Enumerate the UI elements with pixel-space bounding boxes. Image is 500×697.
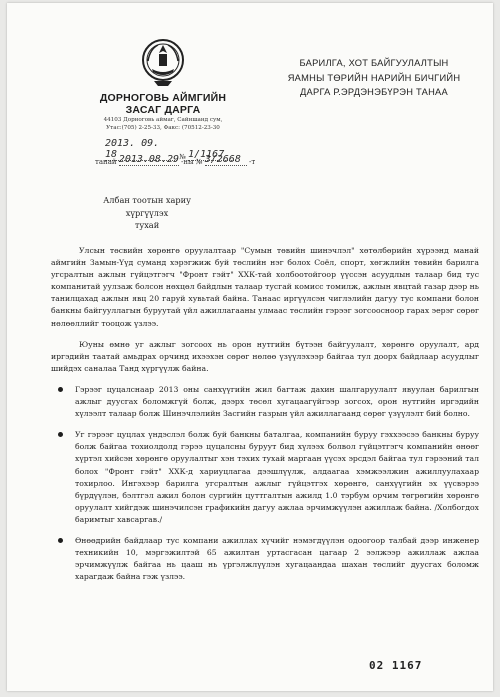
to-prefix: танай <box>95 158 117 166</box>
bullet-icon <box>58 432 63 437</box>
incoming-number: 3/2668 <box>204 154 241 165</box>
address-line2: Утас:(705) 2-25-33, Факс: (70512-23-30 <box>106 124 220 131</box>
organization-address <box>93 117 233 132</box>
proposal-text-2: Уг гэрээг цуцлах үндэслэл болж буй банкны баталгаа, компанийн буруу гэххээсээ банкны буруу болж байгаа тохиолдолд гэрээ цуцалсны буруут бид хүлээх болвол гүйцэтгэгч компанийн өнөөг хүртэл хийсэн хөрөнгө оруулалтыг хэн тэхих тухай маргаан үүсэх эрсдэл байгаа тул гэрээний тал болох "Фронт гэйт" ХХК-д хариуцлагаа дээшлүүлж, алдаагаа хэмжээлжин ажиллуулахаар тохирлоо. Ингэхээр барилга угсралтын ажлыг гүйцэтгэх хөрөнгө, санхүүгийн эх үүсвэрээ бүрдүүлэн, бэлтгэл ажил болон сургийн цуттгалтын ажилд 1.0 тэрбум орчим төгрөгийн хөрөнгө оруулалт хийгдэж шинэчилсэн графикийн дагуу ажлаа эрчимжүүлэн ажиллаж байна. /Холбогдох баримтыг хавсаргав./ <box>75 430 479 524</box>
proposal-text-3: Өнөөдрийн байдлаар тус компани ажиллах хүчийг нэмэгдүүлэн одоогоор талбай дээр инженер техникийн 10, мэргэжилтэй 65 ажилтан уртасгасан цагаар 2 ээлжээр ажиллаж ажлаа эрчимжүүлж байгаа нь цааш нь үргэлжлүүлэн хугацаандаа шахан төслийг дуусгах боломж харагдаж байна гэж үзлээ. <box>75 535 479 582</box>
outgoing-date: 2013. 09. 18 <box>105 138 160 160</box>
org-name-line1: ДОРНОГОВЬ АЙМГИЙН <box>99 92 227 104</box>
addressee-line1: БАРИЛГА, ХОТ БАЙГУУЛАЛТЫН <box>299 58 449 68</box>
letter-page <box>7 3 493 691</box>
incoming-number-label: -ны № <box>181 158 203 166</box>
subject-line2: тухай <box>134 220 160 230</box>
to-suffix: -т <box>248 158 256 166</box>
addressee-line3: ДАРГА Р.ЭРДЭНЭБҮРЭН ТАНАА <box>300 87 448 97</box>
bullet-icon <box>58 538 63 543</box>
body-paragraph-1: Улсын төсвийн хөрөнгө оруулалтаар "Сумын төвийн шинэчлэл" хөтөлбөрийн хүрээнд манай аймгийн Замын-Үүд суманд хэрэгжиж буй төслийн нэг болох Соёл, спорт, хөгжлийн төвийн барилга угсралтын ажлын гүйцэтгэгч "Фронт гэйт" ХХК-тай холбоотойгоор үүссэн асуудлын талаар бид тус компанитай уулзаж болсон нөхцөл байдлын талаар тусгай комисс томилж, ажлын явцтай газар дээр нь танилцахад ажлын явц 20 гаруй хувьтай байна. Танаас иргүүлсэн чиглэлийн дагуу тус компани болон банкны байгууллагын буруутай үйл ажиллагааны улмаас төслийн гэрээг зогсоосноор гарах эерэг сөрөг нөлөөллийг тооцож үзлээ. <box>51 246 479 328</box>
proposal-list <box>51 384 479 583</box>
outgoing-number: 1/1167 <box>188 149 225 160</box>
incoming-reference <box>95 154 255 168</box>
addressee-block <box>269 56 479 100</box>
number-label: № <box>179 153 186 161</box>
document-stamp-number: 02 1167 <box>369 659 423 672</box>
organization-name <box>95 92 231 116</box>
address-line1: 44103 Дорноговь аймаг, Сайншанд сум, <box>103 117 223 123</box>
addressee-line2: ЯАМНЫ ТӨРИЙН НАРИЙН БИЧГИЙН <box>287 72 461 83</box>
state-emblem-icon <box>140 35 186 89</box>
letter-body <box>51 245 479 592</box>
incoming-date: 2013.08.29 <box>118 154 180 165</box>
proposal-item-2 <box>51 429 479 526</box>
letter-subject <box>91 194 203 232</box>
org-name-line2: ЗАСАГ ДАРГА <box>125 104 201 116</box>
proposal-item-3 <box>51 535 479 583</box>
proposal-text-1: Гэрээг цуцалснаар 2013 оны санхүүгийн жил багтаж дахин шалгаруулалт явуулан барилгын ажлыг дуусгах боломжгүй болж, дээрх төсөл хугацаагүйгээр зогсох, орон нутгийн иргэдийн хүлээлт талаар болж Шинэчлэлийн Засгийн газрын үйл ажиллагаанд сөрөг үзүүлэлт бий болно. <box>75 384 479 419</box>
body-paragraph-2: Юуны өмнө уг ажлыг зогсоох нь орон нутгийн бүтээн байгуулалт, хөрөнгө оруулалт, ард иргэдийн таатай амьдрах орчинд ихээхэн сөрөг нөлөө үзүүлэхээр байгаа тул доорх байдлаар асуудлыг шийдэх саналаа Танд хүргүүлж байна. <box>51 339 479 373</box>
bullet-icon <box>58 387 63 392</box>
proposal-item-1 <box>51 384 479 420</box>
subject-line1: Албан тоотын хариу хүргүүлэх <box>103 195 191 218</box>
